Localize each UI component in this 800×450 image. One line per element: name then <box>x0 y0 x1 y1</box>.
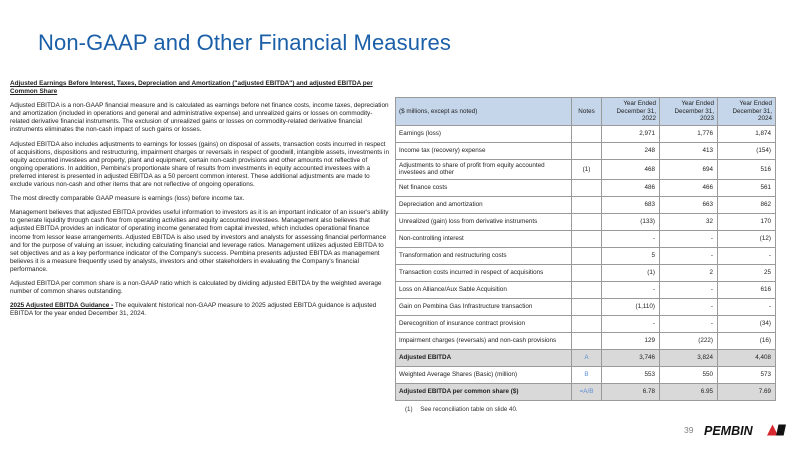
row-value-2024: - <box>718 247 776 264</box>
row-value-2022: (1,110) <box>602 298 660 315</box>
row-value-2024: (12) <box>718 230 776 247</box>
row-value-2022: 248 <box>602 142 660 159</box>
header-2022-line2: December 31, 2022 <box>616 107 656 123</box>
row-value-2023: 413 <box>660 142 718 159</box>
row-value-2023: 2 <box>660 264 718 281</box>
paragraph-gaap-measure: The most directly comparable GAAP measure is earnings (loss) before income tax. <box>10 195 245 203</box>
row-label: Impairment charges (reversals) and non-cash provisions <box>396 332 572 349</box>
row-value-2022: 468 <box>602 159 660 179</box>
row-value-2024: 573 <box>718 366 776 383</box>
row-notes <box>572 196 602 213</box>
row-label: Non-controlling interest <box>396 230 572 247</box>
row-notes: (1) <box>572 159 602 179</box>
row-label: Unrealized (gain) loss from derivative instruments <box>396 213 572 230</box>
row-notes <box>572 142 602 159</box>
row-notes <box>572 264 602 281</box>
row-value-2024: (34) <box>718 315 776 332</box>
row-notes <box>572 298 602 315</box>
table-header-row <box>396 98 776 126</box>
row-value-2023: 466 <box>660 179 718 196</box>
row-value-2022: (1) <box>602 264 660 281</box>
row-value-2022: (133) <box>602 213 660 230</box>
row-value-2023: 3,824 <box>660 349 718 366</box>
paragraph-adjustments: Adjusted EBITDA also includes adjustments to earnings for losses (gains) on disposal of assets, transaction costs incurred in respect of acquisitions, dispositions and restructuring, impairment charges or reversals in respect of goodwill, intangible assets, investments in equity accounted investees and property, plant and equipment, certain non-cash provisions and other amounts not reflective of ongoing operations. In addition, Pembina's proportionate share of results from investments in equity accounted investees with a preferred interest is presented in adjusted EBITDA as a 50 percent common interest. These additional adjustments are made to exclude various non-cash and other items that are not reflective of ongoing operations. <box>10 140 390 189</box>
table-row <box>396 142 776 159</box>
row-label: Loss on Alliance/Aux Sable Acquisition <box>396 281 572 298</box>
row-value-2022: 5 <box>602 247 660 264</box>
logo-wordmark: PEMBIN <box>704 424 753 438</box>
row-value-2024: - <box>718 298 776 315</box>
header-2024-line2: December 31, 2024 <box>732 107 772 123</box>
row-label: Depreciation and amortization <box>396 196 572 213</box>
row-notes: =A/B <box>572 383 602 400</box>
row-value-2023: - <box>660 281 718 298</box>
row-label: Adjusted EBITDA <box>396 349 572 366</box>
weighted-shares-row <box>396 366 776 383</box>
footnote <box>405 406 518 413</box>
row-value-2022: - <box>602 281 660 298</box>
header-label: ($ millions, except as noted) <box>396 98 572 126</box>
table-row <box>396 159 776 179</box>
table-row <box>396 179 776 196</box>
footnote-number: (1) <box>405 406 413 413</box>
methodology-text <box>10 80 390 324</box>
table-row <box>396 264 776 281</box>
row-label: Adjustments to share of profit from equity accounted investees and other <box>396 159 572 179</box>
row-value-2024: 561 <box>718 179 776 196</box>
row-value-2023: 6.95 <box>660 383 718 400</box>
row-label: Derecognition of insurance contract provision <box>396 315 572 332</box>
header-2024-line1: Year Ended <box>739 100 772 107</box>
paragraph-guidance <box>10 302 390 318</box>
row-label: Gain on Pembina Gas Infrastructure transaction <box>396 298 572 315</box>
slide-title: Non-GAAP and Other Financial Measures <box>38 30 451 55</box>
row-value-2023: - <box>660 298 718 315</box>
row-notes <box>572 125 602 142</box>
row-value-2022: 129 <box>602 332 660 349</box>
row-value-2024: 7.69 <box>718 383 776 400</box>
row-value-2024: 4,408 <box>718 349 776 366</box>
row-value-2024: (154) <box>718 142 776 159</box>
row-value-2022: 486 <box>602 179 660 196</box>
row-value-2022: 6.78 <box>602 383 660 400</box>
row-label: Transaction costs incurred in respect of acquisitions <box>396 264 572 281</box>
row-value-2024: 170 <box>718 213 776 230</box>
row-notes: B <box>572 366 602 383</box>
row-notes <box>572 281 602 298</box>
table-row <box>396 230 776 247</box>
row-value-2024: (16) <box>718 332 776 349</box>
paragraph-definition: Adjusted EBITDA is a non-GAAP financial measure and is calculated as earnings before net finance costs, income taxes, depreciation and amortization (included in operations and general and administrative expense) and unrealized gains or losses on commodity-related derivative financial instruments. The exclusion of unrealized gains or losses on commodity-related derivative financial instruments eliminates the non-cash impact of such gains or losses. <box>10 102 389 134</box>
row-label: Transformation and restructuring costs <box>396 247 572 264</box>
table-row <box>396 332 776 349</box>
table-row <box>396 281 776 298</box>
header-2022-line1: Year Ended <box>623 100 656 107</box>
row-value-2024: 616 <box>718 281 776 298</box>
row-value-2023: 663 <box>660 196 718 213</box>
header-2023-line2: December 31, 2023 <box>674 107 714 123</box>
header-2022 <box>602 98 660 126</box>
table-row <box>396 298 776 315</box>
row-value-2024: 25 <box>718 264 776 281</box>
row-value-2023: - <box>660 230 718 247</box>
row-value-2023: 550 <box>660 366 718 383</box>
guidance-title: 2025 Adjusted EBITDA Guidance - <box>10 302 114 310</box>
per-share-row <box>396 383 776 400</box>
row-notes <box>572 332 602 349</box>
row-label: Net finance costs <box>396 179 572 196</box>
footnote-text: See reconciliation table on slide 40. <box>420 406 518 413</box>
paragraph-per-share: Adjusted EBITDA per common share is a non-GAAP ratio which is calculated by dividing adjusted EBITDA by the weighted average number of common shares outstanding. <box>10 279 382 296</box>
row-label: Earnings (loss) <box>396 125 572 142</box>
row-value-2023: 694 <box>660 159 718 179</box>
row-label: Weighted Average Shares (Basic) (million) <box>396 366 572 383</box>
row-value-2022: 683 <box>602 196 660 213</box>
header-notes: Notes <box>572 98 602 126</box>
row-value-2023: - <box>660 315 718 332</box>
header-2023-line1: Year Ended <box>681 100 714 107</box>
table-row <box>396 247 776 264</box>
row-value-2023: (222) <box>660 332 718 349</box>
page-number: 39 <box>684 425 694 435</box>
row-value-2022: - <box>602 230 660 247</box>
row-value-2022: 553 <box>602 366 660 383</box>
row-value-2024: 1,874 <box>718 125 776 142</box>
table-row <box>396 213 776 230</box>
row-value-2022: - <box>602 315 660 332</box>
table-row <box>396 315 776 332</box>
row-notes <box>572 230 602 247</box>
paragraph-management-rationale: Management believes that adjusted EBITDA provides useful information to investors as it is an important indicator of an issuer's ability to generate liquidity through cash flow from operating activities and equity accounted investees. Management also believes that adjusted EBITDA provides an indicator of operating income generated from capital invested, which includes operational finance income from lessor lease arrangements. Adjusted EBITDA is also used by investors and analysts for assessing financial performance and for the purpose of valuing an issuer, including calculating financial and leverage ratios. Management utilizes adjusted EBITDA to set objectives and as a key performance indicator of the Company's success. Pembina presents adjusted EBITDA as management believes it is a measure frequently used by analysts, investors and other stakeholders in evaluating the Company's financial performance. <box>10 209 389 273</box>
row-notes <box>572 179 602 196</box>
header-2023 <box>660 98 718 126</box>
row-label: Income tax (recovery) expense <box>396 142 572 159</box>
table-row <box>396 196 776 213</box>
row-value-2022: 3,746 <box>602 349 660 366</box>
row-notes <box>572 315 602 332</box>
header-2024 <box>718 98 776 126</box>
pembina-logo <box>703 422 787 438</box>
row-value-2022: 2,971 <box>602 125 660 142</box>
guidance-text: The equivalent historical non-GAAP measure to 2025 adjusted EBITDA guidance is adjusted EBITDA for the year ended December 31, 2024. <box>10 302 377 318</box>
row-notes <box>572 247 602 264</box>
row-value-2024: 516 <box>718 159 776 179</box>
row-value-2023: 1,776 <box>660 125 718 142</box>
adjusted-ebitda-row <box>396 349 776 366</box>
adjusted-ebitda-table <box>395 97 776 401</box>
table-row <box>396 125 776 142</box>
section-heading: Adjusted Earnings Before Interest, Taxes, Depreciation and Amortization ("adjusted EBITDA") and adjusted EBITDA per Common Share <box>10 80 373 96</box>
row-label: Adjusted EBITDA per common share ($) <box>396 383 572 400</box>
row-notes: A <box>572 349 602 366</box>
row-value-2024: 862 <box>718 196 776 213</box>
row-value-2023: 32 <box>660 213 718 230</box>
row-value-2023: - <box>660 247 718 264</box>
row-notes <box>572 213 602 230</box>
